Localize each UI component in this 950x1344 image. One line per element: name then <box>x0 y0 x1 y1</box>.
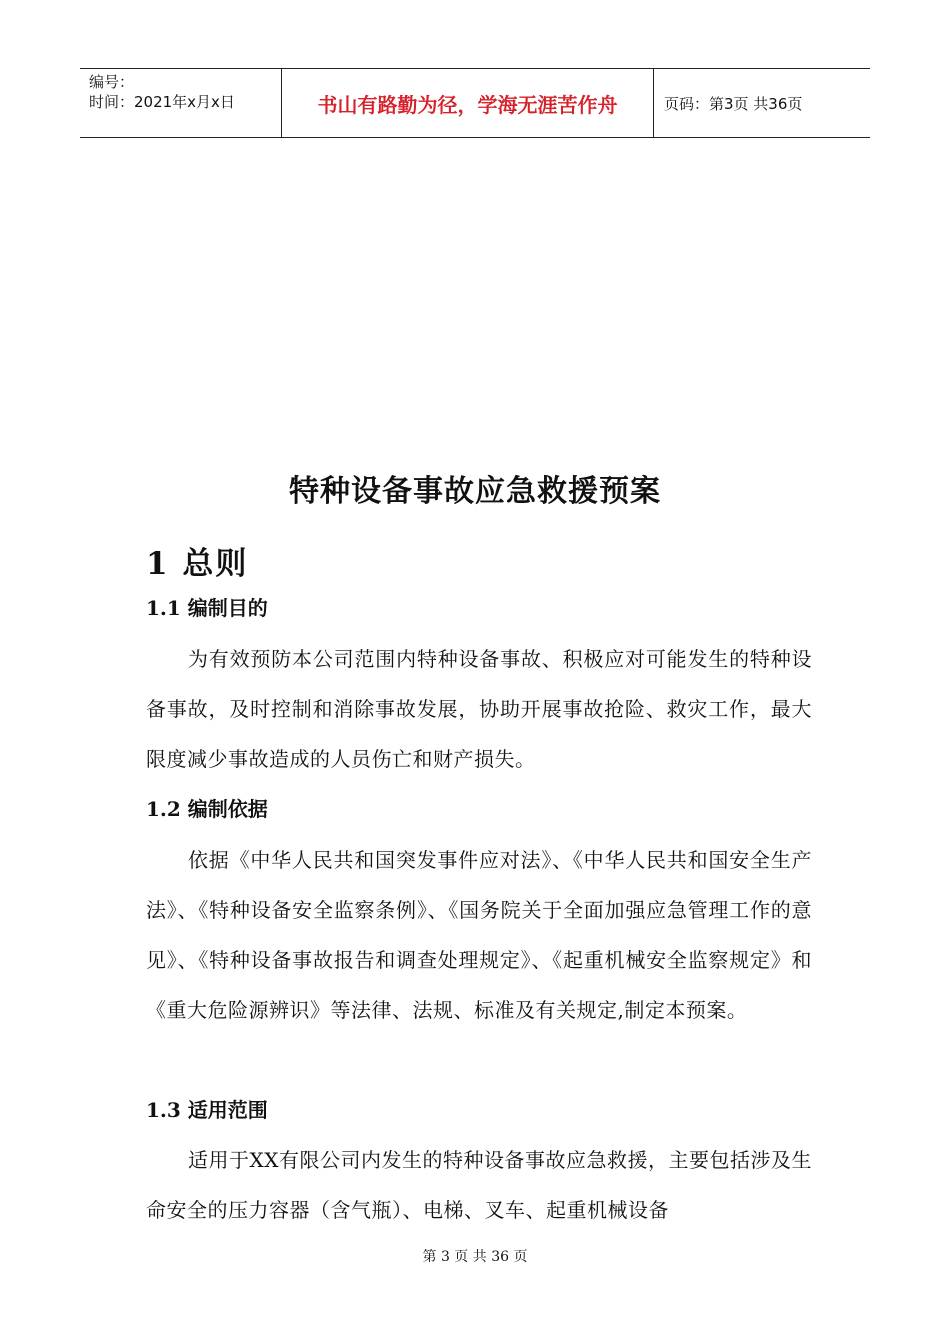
page-footer: 第 3 页 共 36 页 <box>422 1249 528 1265</box>
section-heading-1-1: 1.1 编制目的 <box>146 596 268 620</box>
page-header <box>80 68 870 138</box>
section-paragraph-1-2 <box>146 835 812 1035</box>
paragraph-text: 为有效预防本公司范围内特种设备事故、积极应对可能发生的特种设备事故，及时控制和消除事故发展，协助开展事故抢险、救灾工作，最大限度减少事故造成的人员伤亡和财产损失。 <box>146 647 812 771</box>
header-motto: 书山有路勤为径，学海无涯苦作舟 <box>281 69 654 137</box>
paragraph-text: 适用于XX有限公司内发生的特种设备事故应急救援，主要包括涉及生命安全的压力容器（含气瓶）、电梯、叉车、起重机械设备 <box>146 1148 812 1222</box>
document-date-label: 时间：2021年x月x日 <box>89 93 235 111</box>
section-heading-1-2: 1.2 编制依据 <box>146 797 268 821</box>
header-page-label: 页码：第3页 共36页 <box>664 94 803 113</box>
section-paragraph-1-3 <box>146 1135 812 1235</box>
header-left-cell <box>80 69 281 137</box>
document-title: 特种设备事故应急救援预案 <box>289 474 661 509</box>
chapter-heading: 1 总则 <box>146 546 249 582</box>
section-heading-1-3: 1.3 适用范围 <box>146 1098 268 1122</box>
paragraph-text: 依据《中华人民共和国突发事件应对法》、《中华人民共和国安全生产法》、《特种设备安全监察条例》、《国务院关于全面加强应急管理工作的意见》、《特种设备事故报告和调查处理规定》、《起重机械安全监察规定》和《重大危险源辨识》等法律、法规、标准及有关规定,制定本预案。 <box>146 848 812 1022</box>
section-paragraph-1-1 <box>146 634 812 784</box>
document-number-label: 编号： <box>89 73 135 91</box>
